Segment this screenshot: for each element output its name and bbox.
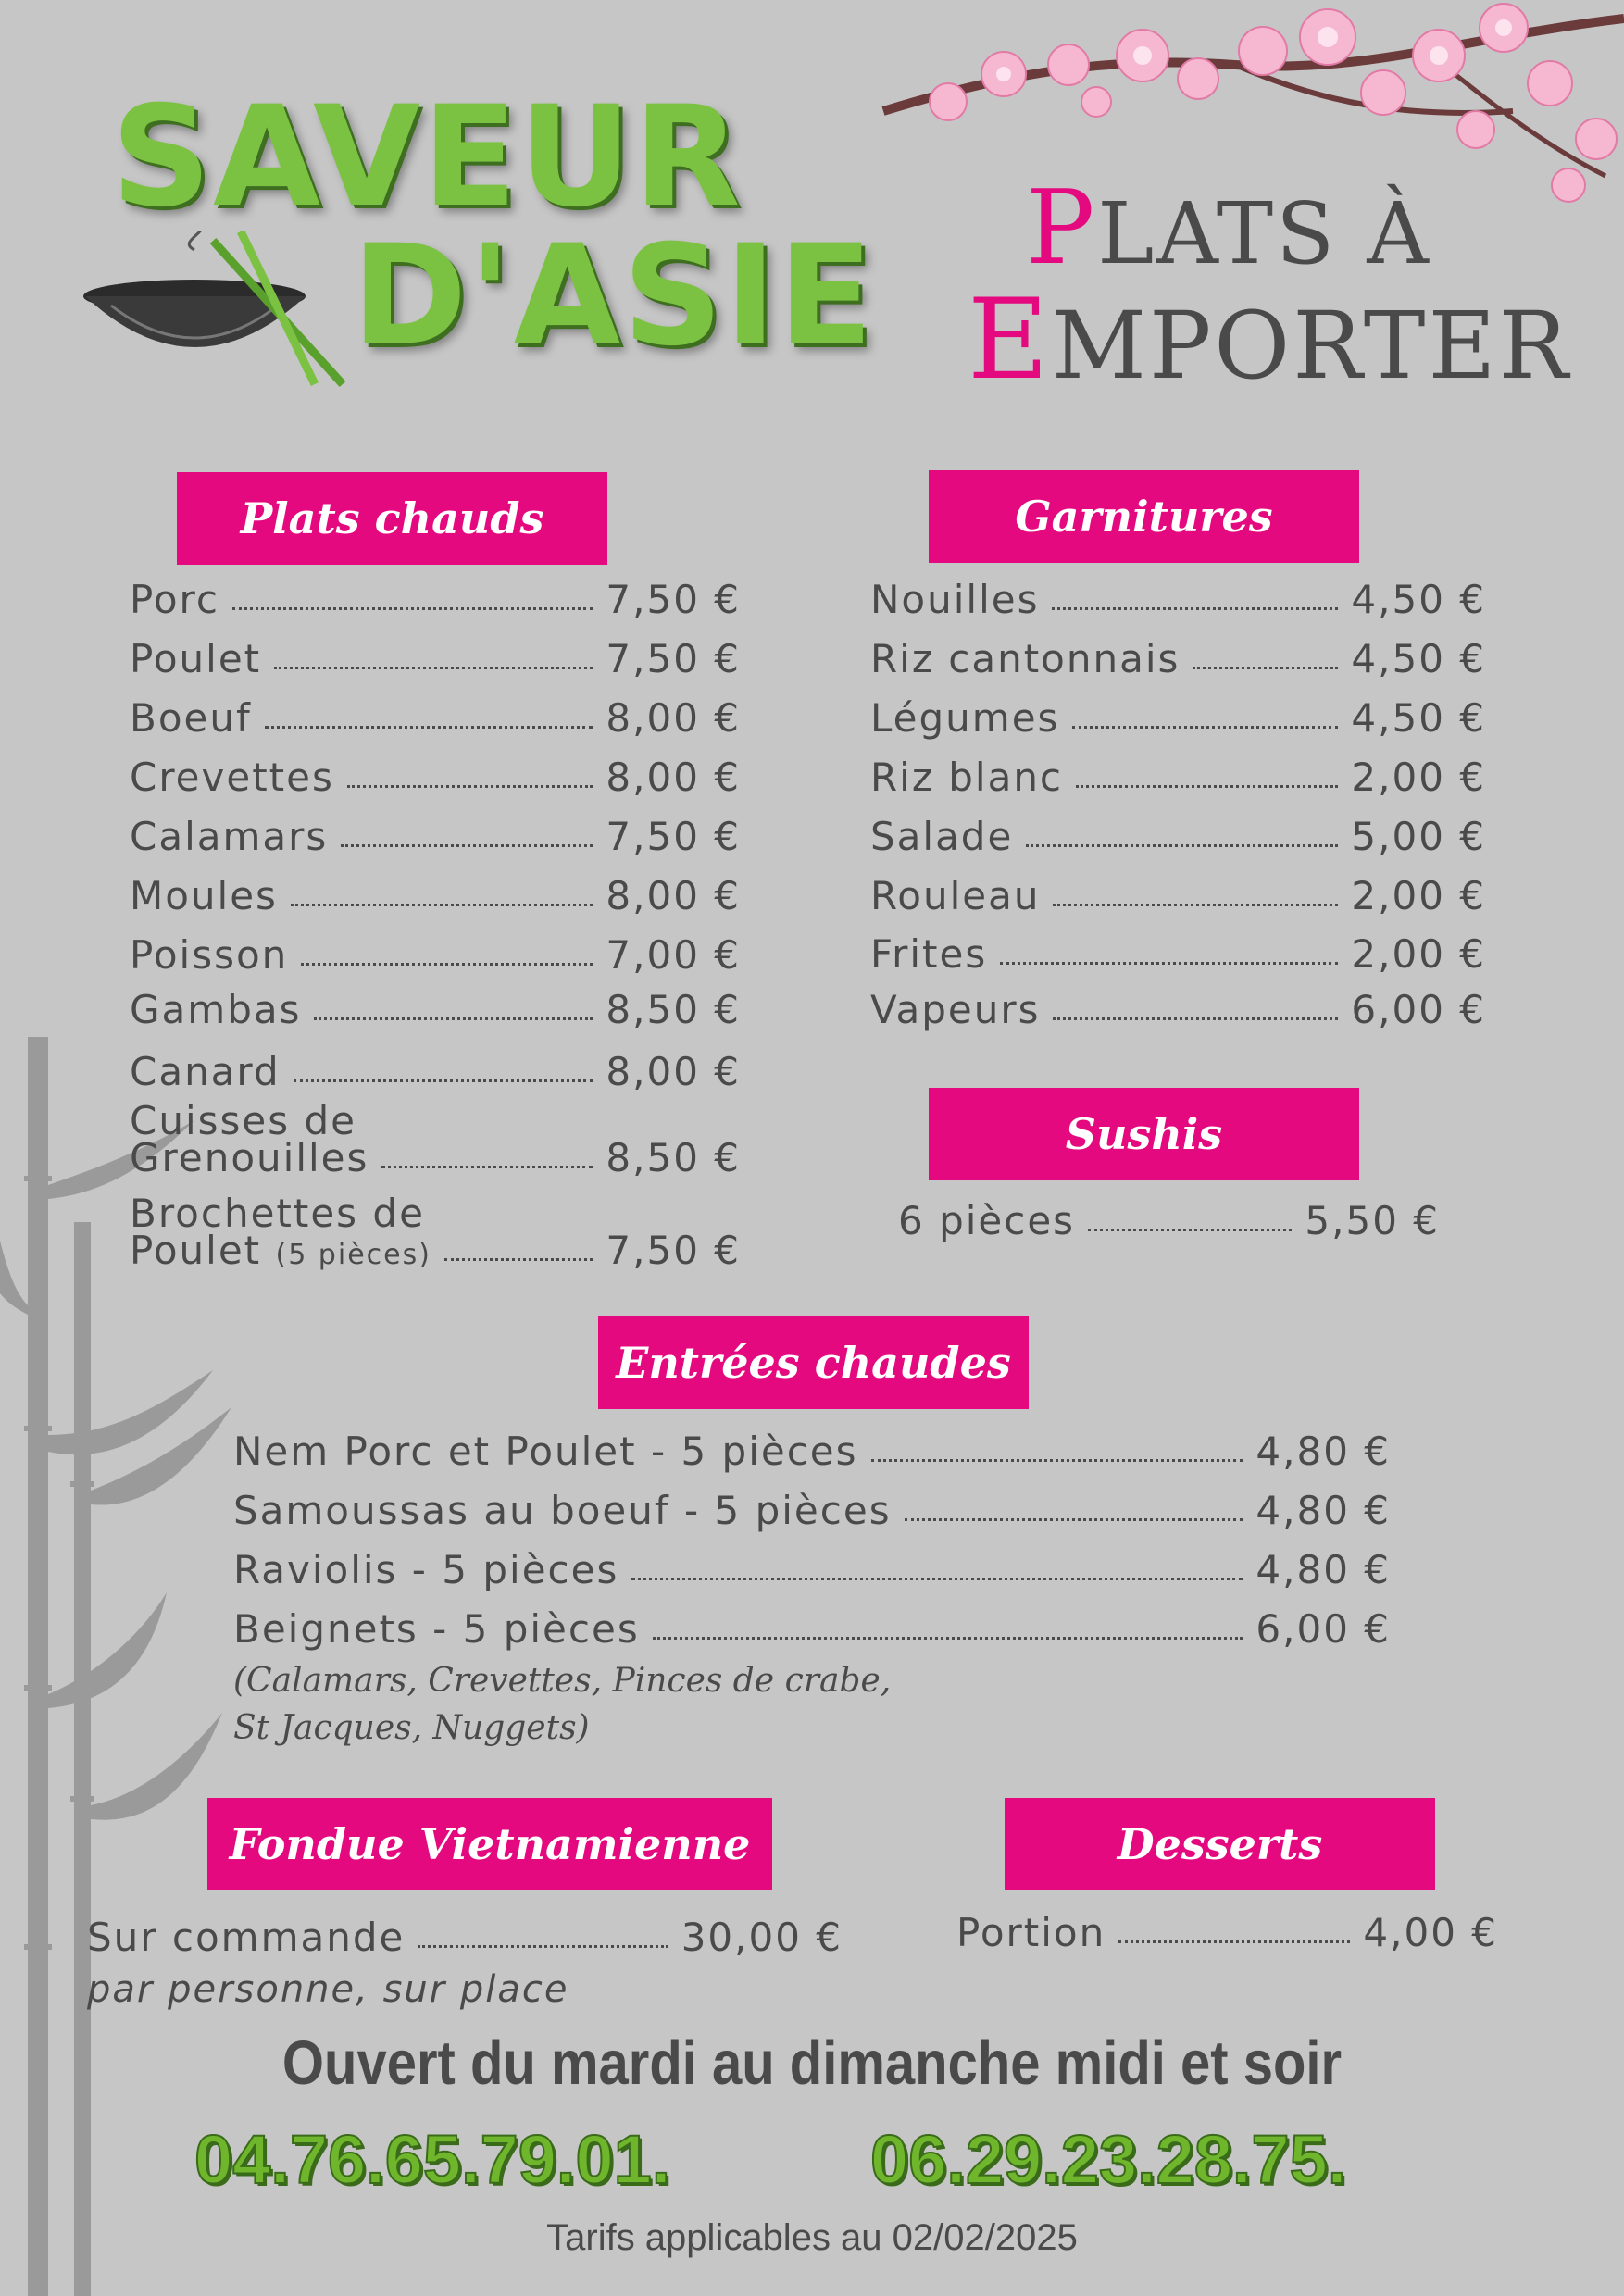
item-name: Gambas xyxy=(130,987,302,1032)
dot-leader xyxy=(314,1017,593,1020)
item-price: 2,00 € xyxy=(1351,873,1486,918)
section-header-fondue: Fondue Vietnamienne xyxy=(207,1798,772,1890)
item-price: 4,80 € xyxy=(1255,1488,1391,1533)
item-name-line1: Cuisses de xyxy=(130,1098,356,1143)
menu-item xyxy=(130,697,741,740)
dot-leader xyxy=(653,1637,1243,1640)
dot-leader xyxy=(232,607,593,610)
item-price: 4,80 € xyxy=(1255,1429,1391,1474)
item-name: Rouleau xyxy=(870,873,1041,918)
menu-item xyxy=(130,989,741,1031)
dot-leader xyxy=(1052,607,1338,610)
item-price: 6,00 € xyxy=(1255,1606,1391,1652)
phone-2[interactable]: 06.29.23.28.75. xyxy=(870,2121,1347,2198)
dot-leader xyxy=(294,1079,593,1082)
menu-item xyxy=(130,638,741,680)
tarifs-date: Tarifs applicables au 02/02/2025 xyxy=(546,2217,1078,2258)
menu-item xyxy=(870,756,1486,799)
menu-item xyxy=(870,989,1486,1031)
beignets-note-line1: (Calamars, Crevettes, Pinces de crabe, xyxy=(233,1662,892,1700)
fondue-note: par personne, sur place xyxy=(87,1968,569,2011)
item-price: 2,00 € xyxy=(1351,931,1486,977)
title-line1 xyxy=(1026,169,1431,288)
menu-item xyxy=(870,933,1486,976)
item-price: 5,00 € xyxy=(1351,814,1486,859)
item-name: Porc xyxy=(130,577,219,622)
dot-leader xyxy=(341,844,593,847)
title-cap-e: E xyxy=(968,276,1052,405)
menu-item xyxy=(130,756,741,799)
phone-1[interactable]: 04.76.65.79.01. xyxy=(194,2121,671,2198)
menu-item-fondue xyxy=(87,1916,843,1959)
dot-leader xyxy=(1072,726,1338,729)
item-name: Beignets - 5 pièces xyxy=(233,1606,640,1652)
section-header-sushis: Sushis xyxy=(929,1088,1359,1180)
item-name: Samoussas au boeuf - 5 pièces xyxy=(233,1488,892,1533)
dot-leader xyxy=(291,904,593,906)
item-price: 4,50 € xyxy=(1351,577,1486,622)
item-name: Raviolis - 5 pièces xyxy=(233,1547,619,1592)
menu-item xyxy=(870,638,1486,680)
dot-leader xyxy=(418,1945,668,1948)
brand-logo-line2: D'ASIE xyxy=(352,216,875,377)
dot-leader xyxy=(1000,962,1338,965)
item-name: Sur commande xyxy=(87,1915,406,1960)
menu-item xyxy=(130,875,741,917)
item-price: 4,50 € xyxy=(1351,636,1486,681)
item-name-line1: Brochettes de xyxy=(130,1191,425,1236)
item-name: Boeuf xyxy=(130,695,252,741)
item-name: Canard xyxy=(130,1049,281,1094)
menu-item-sushis xyxy=(898,1200,1440,1242)
item-name: Poulet xyxy=(130,636,262,681)
dot-leader xyxy=(265,726,593,729)
dot-leader xyxy=(274,667,593,669)
item-price: 7,50 € xyxy=(606,636,741,681)
item-name: Portion xyxy=(956,1910,1106,1955)
brand-logo-line1: SAVEUR xyxy=(111,77,743,238)
item-price: 7,00 € xyxy=(606,932,741,978)
menu-item xyxy=(870,875,1486,917)
menu-item xyxy=(870,816,1486,858)
item-price: 8,00 € xyxy=(606,755,741,800)
item-price: 7,50 € xyxy=(606,577,741,622)
item-price: 4,50 € xyxy=(1351,695,1486,741)
item-name: Poisson xyxy=(130,932,289,978)
item-name: Frites xyxy=(870,931,988,977)
opening-hours: Ouvert du mardi au dimanche midi et soir xyxy=(281,2028,1343,2098)
item-price: 8,00 € xyxy=(606,873,741,918)
dot-leader xyxy=(1026,844,1338,847)
item-name: Moules xyxy=(130,873,278,918)
menu-item xyxy=(233,1608,1391,1651)
item-price: 8,50 € xyxy=(606,1135,741,1180)
dot-leader xyxy=(1053,1017,1338,1020)
dot-leader xyxy=(631,1578,1243,1580)
item-price: 8,50 € xyxy=(606,987,741,1032)
title-rest-1: LATS À xyxy=(1097,184,1431,283)
dot-leader xyxy=(1118,1940,1350,1943)
item-price: 7,50 € xyxy=(606,1228,741,1273)
item-name-line2 xyxy=(130,1229,431,1272)
item-name: Nouilles xyxy=(870,577,1040,622)
title-rest-2: MPORTER xyxy=(1051,292,1571,400)
section-header-entrees: Entrées chaudes xyxy=(598,1316,1029,1409)
title-line2 xyxy=(968,276,1571,405)
menu-item xyxy=(130,579,741,621)
item-name: Riz cantonnais xyxy=(870,636,1181,681)
menu-item xyxy=(870,579,1486,621)
item-price: 8,00 € xyxy=(606,1049,741,1094)
dot-leader xyxy=(444,1258,593,1261)
menu-item-cuisses xyxy=(130,1098,741,1180)
item-name: Légumes xyxy=(870,695,1060,741)
dot-leader xyxy=(871,1459,1243,1462)
menu-item xyxy=(130,1051,741,1093)
menu-item-brochettes xyxy=(130,1191,741,1273)
item-name: 6 pièces xyxy=(898,1198,1076,1243)
menu-item xyxy=(233,1490,1391,1532)
item-price: 6,00 € xyxy=(1351,987,1486,1032)
item-name: Calamars xyxy=(130,814,329,859)
beignets-note-line2: St Jacques, Nuggets) xyxy=(233,1709,590,1747)
item-name: Vapeurs xyxy=(870,987,1041,1032)
menu-item xyxy=(233,1430,1391,1473)
dot-leader xyxy=(905,1518,1243,1521)
item-name: Salade xyxy=(870,814,1014,859)
menu-item xyxy=(130,934,741,977)
dot-leader xyxy=(1193,667,1338,669)
dot-leader xyxy=(301,963,593,966)
item-price: 2,00 € xyxy=(1351,755,1486,800)
item-price: 4,80 € xyxy=(1255,1547,1391,1592)
item-name-line2: Grenouilles xyxy=(130,1135,369,1180)
item-price: 30,00 € xyxy=(681,1915,843,1960)
dot-leader xyxy=(347,785,593,788)
title-cap-p: P xyxy=(1026,169,1098,288)
menu-item xyxy=(130,816,741,858)
dot-leader xyxy=(1076,785,1338,788)
item-name: Nem Porc et Poulet - 5 pièces xyxy=(233,1429,858,1474)
dot-leader xyxy=(381,1166,593,1168)
item-name: Riz blanc xyxy=(870,755,1064,800)
menu-item xyxy=(870,697,1486,740)
section-header-garnitures: Garnitures xyxy=(929,470,1359,563)
item-note: (5 pièces) xyxy=(275,1239,431,1271)
menu-item-dessert xyxy=(956,1912,1498,1954)
item-name: Crevettes xyxy=(130,755,334,800)
section-header-desserts: Desserts xyxy=(1005,1798,1435,1890)
item-row xyxy=(130,1229,741,1272)
item-name-text: Poulet xyxy=(130,1228,262,1273)
item-row xyxy=(130,1137,741,1179)
menu-item xyxy=(233,1549,1391,1591)
section-header-plats-chauds: Plats chauds xyxy=(177,472,607,565)
item-price: 7,50 € xyxy=(606,814,741,859)
item-price: 4,00 € xyxy=(1363,1910,1498,1955)
bowl-chopsticks-icon xyxy=(74,231,380,389)
item-price: 8,00 € xyxy=(606,695,741,741)
dot-leader xyxy=(1088,1229,1292,1231)
dot-leader xyxy=(1053,904,1338,906)
item-price: 5,50 € xyxy=(1305,1198,1440,1243)
